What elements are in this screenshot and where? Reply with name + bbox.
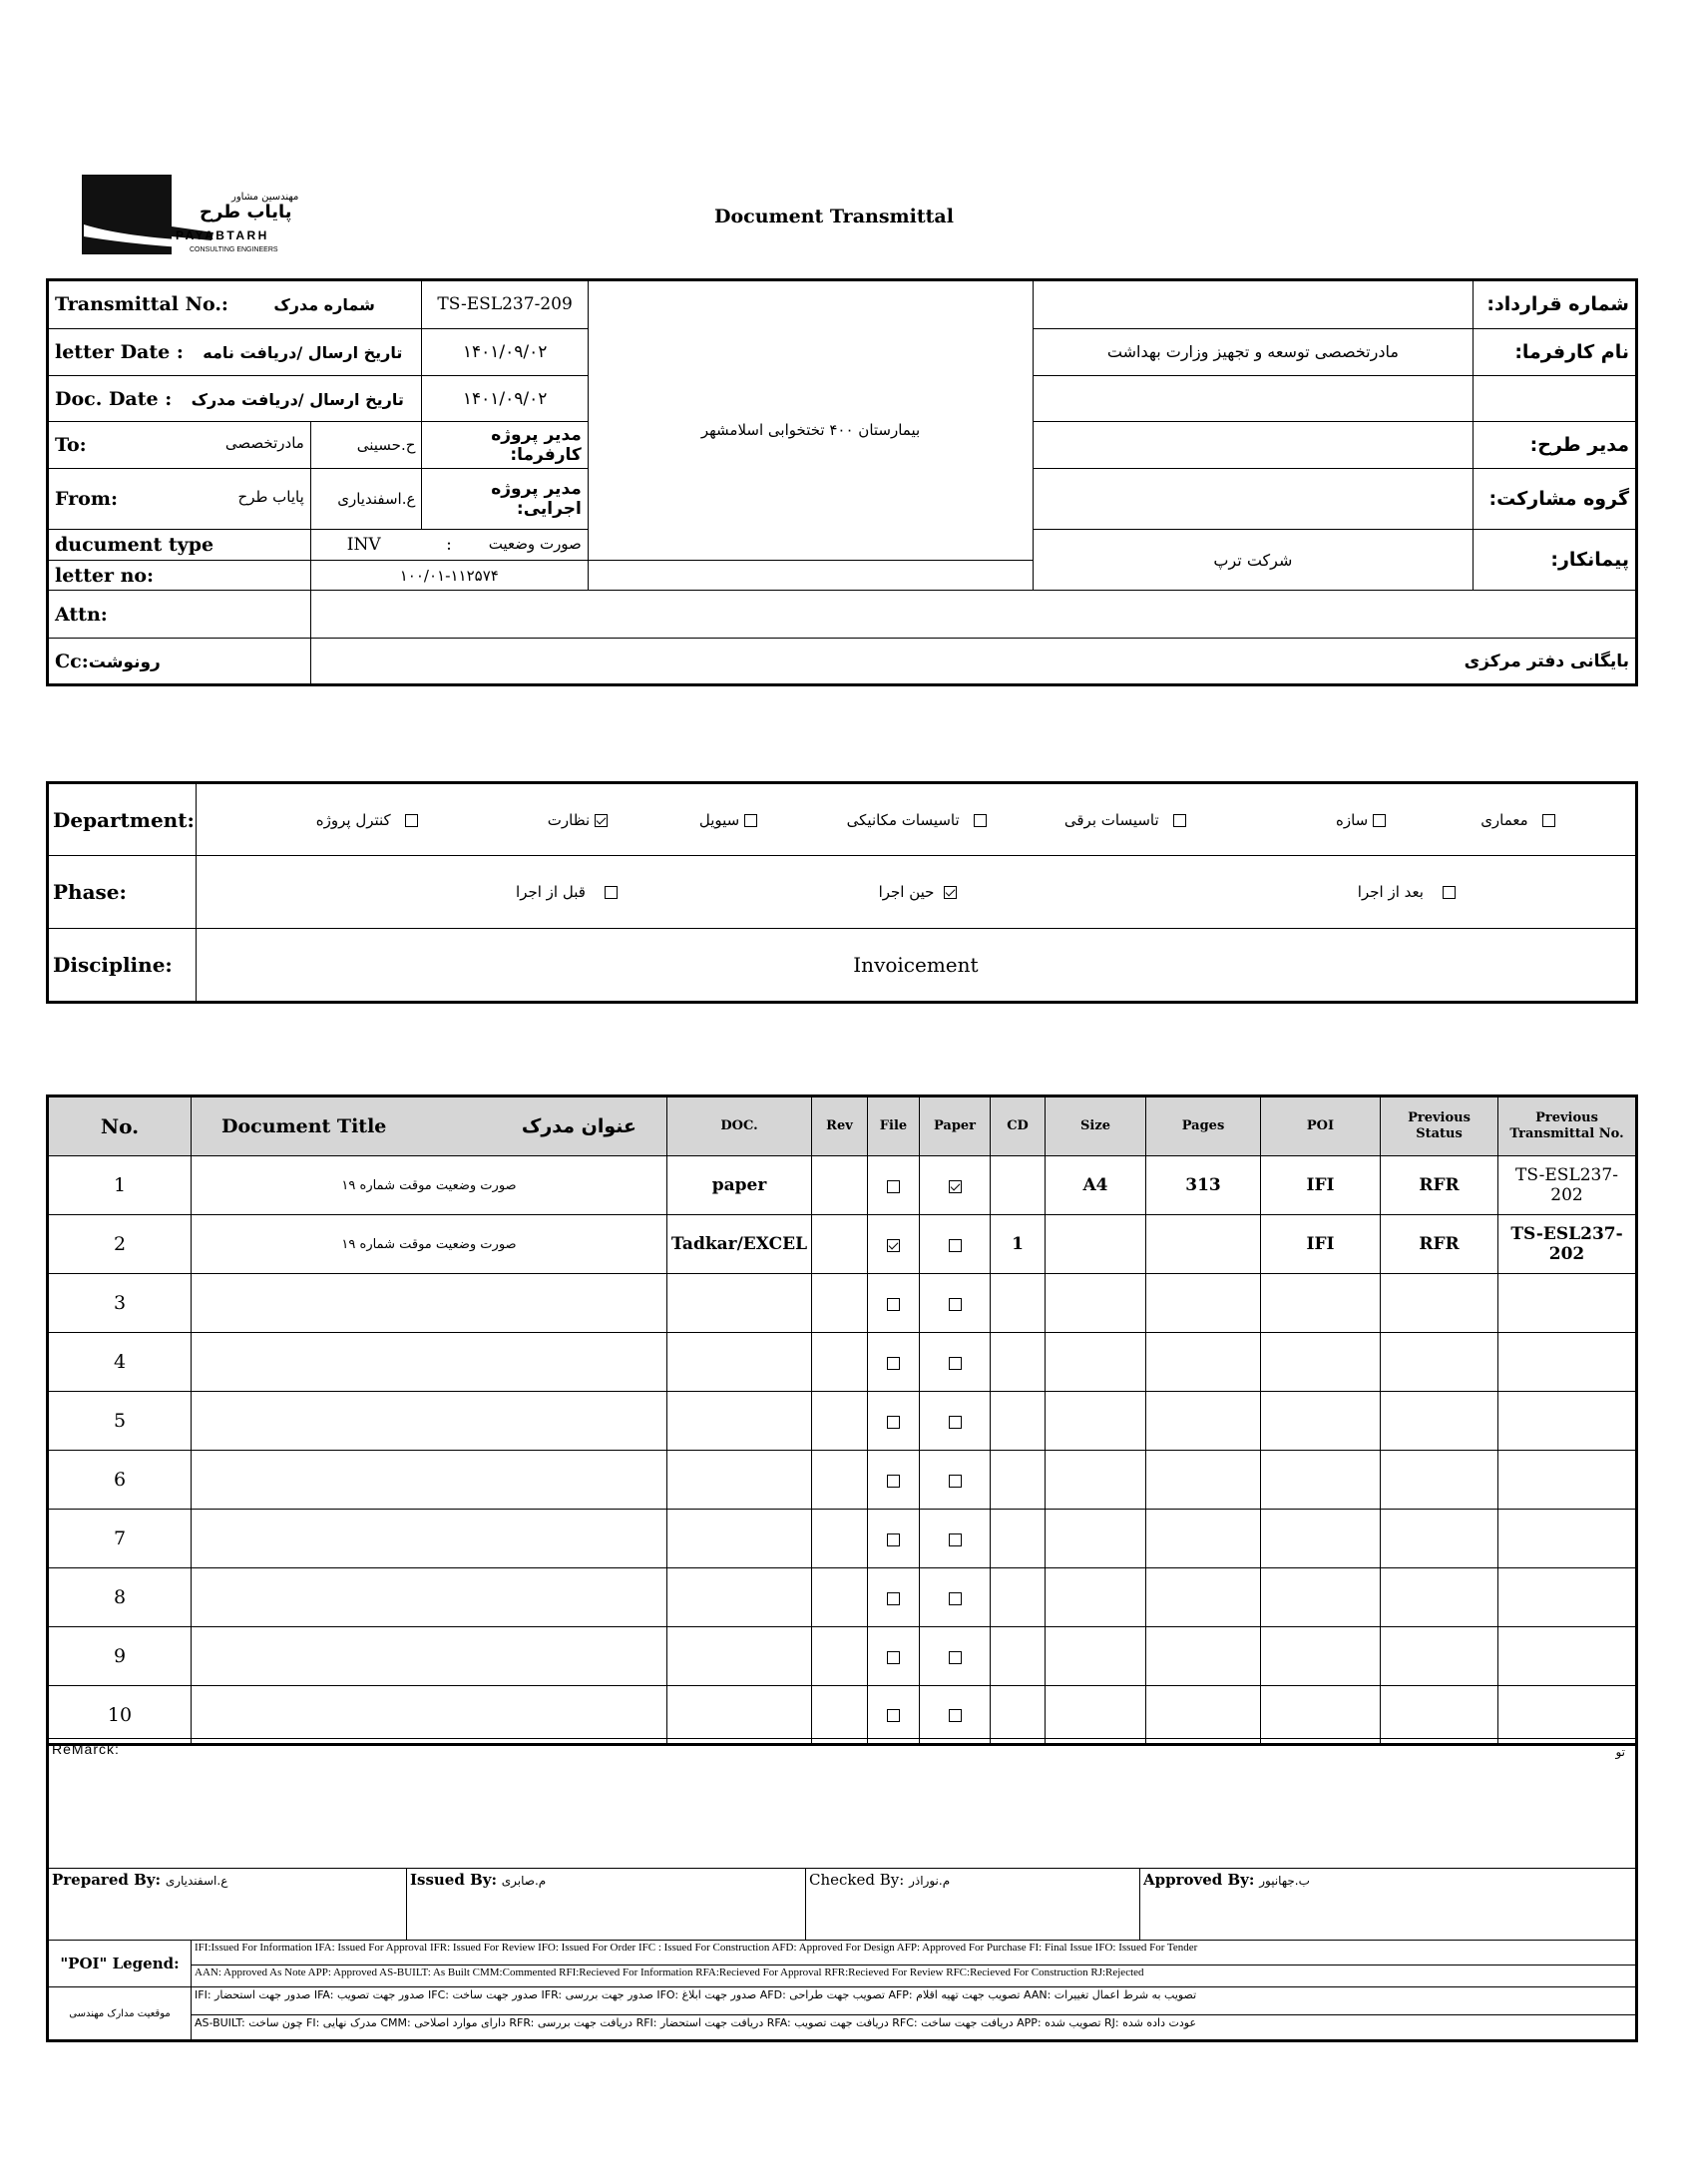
row-paper — [920, 1333, 991, 1392]
legend-line-2: AAN: Approved As Note APP: Approved AS-BUILT: As Built CMM:Commented RFI:Recieved For Information RFA:Recieved For Approval RFR:Recieved For Review RFC:Recieved For Construction RJ:Rejected — [192, 1966, 1637, 1987]
transmittal-no-label: Transmittal No.: — [55, 293, 228, 316]
contractor-label: پیمانکار: — [1473, 530, 1636, 591]
prepared-by-cell — [48, 1869, 407, 1941]
doc-type-fa: صورت وضعیت — [488, 535, 582, 554]
cc-label: Cc: — [55, 650, 89, 672]
row-paper — [920, 1510, 991, 1568]
checkbox-icon[interactable] — [949, 1475, 962, 1488]
row-rev — [812, 1627, 868, 1686]
client-pm-label: مدیر پروژه کارفرما: — [422, 422, 588, 469]
row-cd — [991, 1392, 1046, 1451]
row-prev-transmittal: TS-ESL237-202 — [1498, 1156, 1637, 1215]
col-prev-status: Previous Status — [1381, 1096, 1498, 1156]
legend-label-fa: موقعیت مدارک مهندسی — [48, 1987, 192, 2041]
row-rev — [812, 1274, 868, 1333]
col-size: Size — [1046, 1096, 1146, 1156]
to-person: ح.حسینی — [310, 422, 422, 469]
row-number: 4 — [48, 1333, 192, 1392]
row-pages — [1146, 1274, 1261, 1333]
row-prev-transmittal — [1498, 1451, 1637, 1510]
row-prev-status — [1381, 1568, 1498, 1627]
col-title-fa: عنوان مدرک — [521, 1114, 636, 1137]
department-options — [196, 783, 1636, 856]
row-number: 10 — [48, 1686, 192, 1745]
letter-date-label: letter Date : — [55, 340, 184, 363]
row-paper — [920, 1392, 991, 1451]
dept-option-civil[interactable]: سیویل — [699, 811, 757, 829]
cc-value: بایگانی دفتر مرکزی — [310, 639, 1636, 685]
letter-date-value: ۱۴۰۱/۰۹/۰۲ — [422, 328, 588, 375]
table-row — [48, 1274, 1637, 1333]
table-row — [48, 1392, 1637, 1451]
row-size: A4 — [1046, 1156, 1146, 1215]
contractor-value: شرکت ترپ — [1034, 530, 1473, 591]
legend-line-1: IFI:Issued For Information IFA: Issued For Approval IFR: Issued For Review IFO: Issued For Order IFC : Issued For Construction AFD: Approved For Design AFP: Approved For Purchase FI: Final Issue IFO: Issued For Tender — [192, 1941, 1637, 1966]
logo-name-en: PAYABTARH — [176, 228, 269, 242]
col-prev-transmittal: Previous Transmittal No. — [1498, 1096, 1637, 1156]
row-pages — [1146, 1568, 1261, 1627]
discipline-value: Invoicement — [196, 929, 1636, 1003]
row-prev-status — [1381, 1686, 1498, 1745]
logo-company-fa: مهندسین مشاور — [231, 192, 299, 203]
remark-label-fa: تو — [1615, 1745, 1625, 1759]
row-poi — [1261, 1392, 1381, 1451]
checkbox-icon[interactable] — [887, 1416, 900, 1429]
row-size — [1046, 1274, 1146, 1333]
row-doc — [667, 1627, 812, 1686]
prepared-by-label: Prepared By: — [52, 1871, 162, 1889]
issued-by-cell — [407, 1869, 806, 1941]
classification-table — [46, 781, 1638, 1004]
row-title — [192, 1392, 667, 1451]
from-value: پایاب طرح — [237, 488, 304, 507]
checkbox-icon[interactable] — [1373, 814, 1386, 827]
checkbox-icon[interactable] — [1173, 814, 1186, 827]
row-paper — [920, 1451, 991, 1510]
row-rev — [812, 1451, 868, 1510]
row-number: 7 — [48, 1510, 192, 1568]
col-poi: POI — [1261, 1096, 1381, 1156]
phase-label: Phase: — [48, 856, 197, 929]
row-file — [868, 1510, 920, 1568]
row-poi — [1261, 1510, 1381, 1568]
row-poi: IFI — [1261, 1215, 1381, 1274]
dept-option-architecture[interactable]: معماری — [1480, 811, 1555, 829]
to-cell — [48, 422, 311, 469]
attn-value — [310, 591, 1636, 639]
checkbox-checked-icon[interactable] — [949, 1180, 962, 1193]
doc-date-value: ۱۴۰۱/۰۹/۰۲ — [422, 375, 588, 422]
contract-no-value — [1034, 280, 1473, 329]
row-prev-status — [1381, 1510, 1498, 1568]
checkbox-icon[interactable] — [1542, 814, 1555, 827]
from-label: From: — [55, 488, 118, 511]
row-file — [868, 1686, 920, 1745]
dept-option-mechanical[interactable]: تاسیسات مکانیکی — [847, 811, 987, 829]
to-label: To: — [55, 434, 87, 457]
legend-line-3: IFI: صدور جهت استحضار IFA: صدور جهت تصویب IFC: صدور جهت ساخت IFR: صدور جهت بررسی IFO: صدور جهت ابلاغ AFD: تصویب جهت طراحی AFP: تصویب جهت تهیه اقلام AAN: تصویب به شرط اعمال تغییرات — [192, 1987, 1637, 2015]
row-prev-transmittal — [1498, 1627, 1637, 1686]
row-prev-transmittal — [1498, 1568, 1637, 1627]
letter-no-value: ۱۰۰/۰۱-۱۱۲۵۷۴ — [310, 560, 588, 591]
row-cd — [991, 1274, 1046, 1333]
row-prev-transmittal — [1498, 1686, 1637, 1745]
checkbox-icon[interactable] — [405, 814, 418, 827]
client-value: مادرتخصصی توسعه و تجهیز وزارت بهداشت — [1034, 328, 1473, 375]
exec-pm-label: مدیر پروژه اجرایی: — [422, 469, 588, 530]
row-title — [192, 1510, 667, 1568]
page-title: Document Transmittal — [714, 206, 954, 227]
row-size — [1046, 1333, 1146, 1392]
row-doc — [667, 1451, 812, 1510]
row-title — [192, 1686, 667, 1745]
checked-by-value: م.نوراذر — [909, 1874, 951, 1888]
row-cd — [991, 1333, 1046, 1392]
row-prev-transmittal — [1498, 1274, 1637, 1333]
issued-by-value: م.صابری — [501, 1874, 547, 1888]
row-cd — [991, 1156, 1046, 1215]
checkbox-icon[interactable] — [887, 1533, 900, 1546]
row-number: 6 — [48, 1451, 192, 1510]
blank-cell — [1034, 375, 1473, 422]
row-pages — [1146, 1510, 1261, 1568]
row-size — [1046, 1510, 1146, 1568]
col-paper: Paper — [920, 1096, 991, 1156]
table-row — [48, 1156, 1637, 1215]
client-label: نام کارفرما: — [1473, 328, 1636, 375]
row-doc — [667, 1274, 812, 1333]
col-rev: Rev — [812, 1096, 868, 1156]
checkbox-icon[interactable] — [949, 1709, 962, 1722]
letter-no-label: letter no: — [48, 560, 311, 591]
row-prev-transmittal — [1498, 1510, 1637, 1568]
row-file — [868, 1274, 920, 1333]
checkbox-icon[interactable] — [887, 1180, 900, 1193]
row-number: 5 — [48, 1392, 192, 1451]
logo-mark-icon — [82, 175, 213, 256]
row-prev-status — [1381, 1627, 1498, 1686]
table-row — [48, 1686, 1637, 1745]
phase-option-during[interactable]: حین اجرا — [879, 883, 957, 901]
dept-option-supervision[interactable]: نظارت — [548, 811, 608, 829]
row-prev-transmittal — [1498, 1333, 1637, 1392]
checkbox-icon[interactable] — [1443, 886, 1456, 899]
doc-type-label: ducument type — [48, 530, 311, 561]
checkbox-icon[interactable] — [605, 886, 618, 899]
row-prev-status: RFR — [1381, 1215, 1498, 1274]
dept-option-structure[interactable]: سازه — [1336, 811, 1386, 829]
row-pages — [1146, 1686, 1261, 1745]
row-size — [1046, 1568, 1146, 1627]
row-number: 1 — [48, 1156, 192, 1215]
row-title — [192, 1627, 667, 1686]
doc-type-cell — [310, 530, 588, 561]
checkbox-icon[interactable] — [949, 1239, 962, 1252]
row-doc — [667, 1510, 812, 1568]
row-pages — [1146, 1215, 1261, 1274]
row-title — [192, 1333, 667, 1392]
checked-by-label: Checked By: — [809, 1871, 905, 1889]
checkbox-icon[interactable] — [887, 1298, 900, 1311]
row-title — [192, 1568, 667, 1627]
row-rev — [812, 1215, 868, 1274]
row-title: صورت وضعیت موقت شماره ۱۹ — [192, 1156, 667, 1215]
row-number: 8 — [48, 1568, 192, 1627]
dept-option-electrical[interactable]: تاسیسات برقی — [1064, 811, 1186, 829]
row-poi — [1261, 1333, 1381, 1392]
row-prev-status — [1381, 1333, 1498, 1392]
row-rev — [812, 1568, 868, 1627]
partnership-value — [1034, 469, 1473, 530]
doc-type-colon: : — [446, 535, 452, 556]
project-name: بیمارستان ۴۰۰ تختخوابی اسلامشهر — [588, 280, 1033, 561]
row-pages — [1146, 1627, 1261, 1686]
row-number: 9 — [48, 1627, 192, 1686]
row-number: 2 — [48, 1215, 192, 1274]
table-row — [48, 1333, 1637, 1392]
row-title: صورت وضعیت موقت شماره ۱۹ — [192, 1215, 667, 1274]
issued-by-label: Issued By: — [410, 1871, 497, 1889]
row-size — [1046, 1451, 1146, 1510]
row-cd — [991, 1627, 1046, 1686]
col-pages: Pages — [1146, 1096, 1261, 1156]
row-file — [868, 1451, 920, 1510]
col-no: No. — [48, 1096, 192, 1156]
table-row — [48, 1510, 1637, 1568]
company-logo — [82, 175, 301, 259]
doc-date-label: Doc. Date : — [55, 387, 173, 410]
col-title-en: Document Title — [221, 1114, 387, 1137]
checkbox-checked-icon[interactable] — [887, 1239, 900, 1252]
checkbox-icon[interactable] — [974, 814, 987, 827]
checkbox-icon[interactable] — [887, 1357, 900, 1370]
row-doc: paper — [667, 1156, 812, 1215]
row-file — [868, 1215, 920, 1274]
transmittal-no-cell — [48, 280, 422, 329]
row-size — [1046, 1392, 1146, 1451]
row-prev-status — [1381, 1392, 1498, 1451]
row-rev — [812, 1156, 868, 1215]
row-doc — [667, 1686, 812, 1745]
col-cd: CD — [991, 1096, 1046, 1156]
row-file — [868, 1568, 920, 1627]
row-prev-status — [1381, 1451, 1498, 1510]
row-file — [868, 1627, 920, 1686]
transmittal-no-value: TS-ESL237-209 — [422, 280, 588, 329]
row-rev — [812, 1392, 868, 1451]
row-poi — [1261, 1274, 1381, 1333]
row-title — [192, 1274, 667, 1333]
checkbox-icon[interactable] — [949, 1357, 962, 1370]
row-file — [868, 1392, 920, 1451]
row-title — [192, 1451, 667, 1510]
row-doc — [667, 1392, 812, 1451]
discipline-label: Discipline: — [48, 929, 197, 1003]
row-doc: Tadkar/EXCEL — [667, 1215, 812, 1274]
checked-by-cell — [806, 1869, 1140, 1941]
doc-date-fa: تاریخ ارسال /دریافت مدرک — [191, 389, 404, 409]
checkbox-icon[interactable] — [949, 1592, 962, 1605]
row-cd — [991, 1686, 1046, 1745]
row-doc — [667, 1568, 812, 1627]
row-prev-transmittal: TS-ESL237-202 — [1498, 1215, 1637, 1274]
row-poi — [1261, 1568, 1381, 1627]
checkbox-icon[interactable] — [949, 1651, 962, 1664]
attn-label: Attn: — [48, 591, 311, 639]
cc-cell — [48, 639, 311, 685]
approved-by-cell — [1140, 1869, 1637, 1941]
phase-option-before[interactable]: قبل از اجرا — [516, 883, 618, 901]
remark-label: ReMarck: — [52, 1741, 120, 1757]
col-doc: DOC. — [667, 1096, 812, 1156]
contract-no-label: شماره قرارداد: — [1473, 280, 1636, 329]
row-pages — [1146, 1392, 1261, 1451]
letter-date-cell — [48, 328, 422, 375]
table-row — [48, 1215, 1637, 1274]
doc-date-cell — [48, 375, 422, 422]
approved-by-value: ب.جهانپور — [1259, 1874, 1310, 1888]
row-doc — [667, 1333, 812, 1392]
row-cd — [991, 1510, 1046, 1568]
from-cell — [48, 469, 311, 530]
row-number: 3 — [48, 1274, 192, 1333]
row-pages — [1146, 1333, 1261, 1392]
phase-options — [196, 856, 1636, 929]
legend-label: "POI" Legend: — [48, 1941, 192, 1987]
to-value: مادرتخصصی — [224, 434, 304, 453]
design-manager-value — [1034, 422, 1473, 469]
checkbox-checked-icon[interactable] — [595, 814, 608, 827]
logo-tagline: CONSULTING ENGINEERS — [190, 246, 278, 253]
row-paper — [920, 1568, 991, 1627]
row-file — [868, 1156, 920, 1215]
row-poi — [1261, 1686, 1381, 1745]
from-person: ع.اسفندیاری — [310, 469, 422, 530]
checkbox-icon[interactable] — [887, 1475, 900, 1488]
row-pages — [1146, 1451, 1261, 1510]
remark-box[interactable] — [48, 1739, 1637, 1869]
row-paper — [920, 1686, 991, 1745]
checkbox-icon[interactable] — [949, 1416, 962, 1429]
row-rev — [812, 1333, 868, 1392]
col-title — [192, 1096, 667, 1156]
table-row — [48, 1451, 1637, 1510]
row-file — [868, 1333, 920, 1392]
row-paper — [920, 1274, 991, 1333]
row-pages: 313 — [1146, 1156, 1261, 1215]
phase-option-after[interactable]: بعد از اجرا — [1358, 883, 1456, 901]
checkbox-checked-icon[interactable] — [944, 886, 957, 899]
prepared-by-value: ع.اسفندیاری — [165, 1874, 228, 1888]
table-row — [48, 1627, 1637, 1686]
legend-line-4: AS-BUILT: چون ساخت FI: مدرک نهایی CMM: دارای موارد اصلاحی RFR: دریافت جهت بررسی RFI: دریافت جهت استحضار RFA: دریافت جهت تصویب RFC: دریافت جهت ساخت APP: تصویب شده RJ: عودت داده شده — [192, 2015, 1637, 2041]
row-prev-status: RFR — [1381, 1156, 1498, 1215]
row-paper — [920, 1156, 991, 1215]
documents-table — [46, 1094, 1638, 1746]
dept-option-project-control[interactable]: کنترل پروژه — [316, 811, 418, 829]
row-cd: 1 — [991, 1215, 1046, 1274]
row-poi — [1261, 1627, 1381, 1686]
row-size — [1046, 1686, 1146, 1745]
row-prev-status — [1381, 1274, 1498, 1333]
row-size — [1046, 1627, 1146, 1686]
row-poi — [1261, 1451, 1381, 1510]
cc-label-fa: رونوشت — [88, 652, 161, 672]
row-rev — [812, 1510, 868, 1568]
row-poi: IFI — [1261, 1156, 1381, 1215]
table-row — [48, 1568, 1637, 1627]
col-file: File — [868, 1096, 920, 1156]
doc-type-value: INV — [346, 535, 381, 556]
row-paper — [920, 1627, 991, 1686]
row-rev — [812, 1686, 868, 1745]
partnership-label: گروه مشارکت: — [1473, 469, 1636, 530]
logo-name-fa: پایاب طرح — [200, 202, 292, 222]
checkbox-icon[interactable] — [949, 1533, 962, 1546]
row-paper — [920, 1215, 991, 1274]
row-cd — [991, 1568, 1046, 1627]
approved-by-label: Approved By: — [1143, 1871, 1255, 1889]
row-prev-transmittal — [1498, 1392, 1637, 1451]
department-label: Department: — [48, 783, 197, 856]
design-manager-label: مدیر طرح: — [1473, 422, 1636, 469]
checkbox-icon[interactable] — [744, 814, 757, 827]
footer-table — [46, 1738, 1638, 2042]
checkbox-icon[interactable] — [887, 1592, 900, 1605]
letter-date-fa: تاریخ ارسال /دریافت نامه — [203, 342, 403, 362]
row-size — [1046, 1215, 1146, 1274]
checkbox-icon[interactable] — [949, 1298, 962, 1311]
transmittal-info-table — [46, 278, 1638, 686]
row-cd — [991, 1451, 1046, 1510]
blank-cell — [1473, 375, 1636, 422]
transmittal-no-fa: شماره مدرک — [273, 295, 375, 315]
checkbox-icon[interactable] — [887, 1651, 900, 1664]
checkbox-icon[interactable] — [887, 1709, 900, 1722]
